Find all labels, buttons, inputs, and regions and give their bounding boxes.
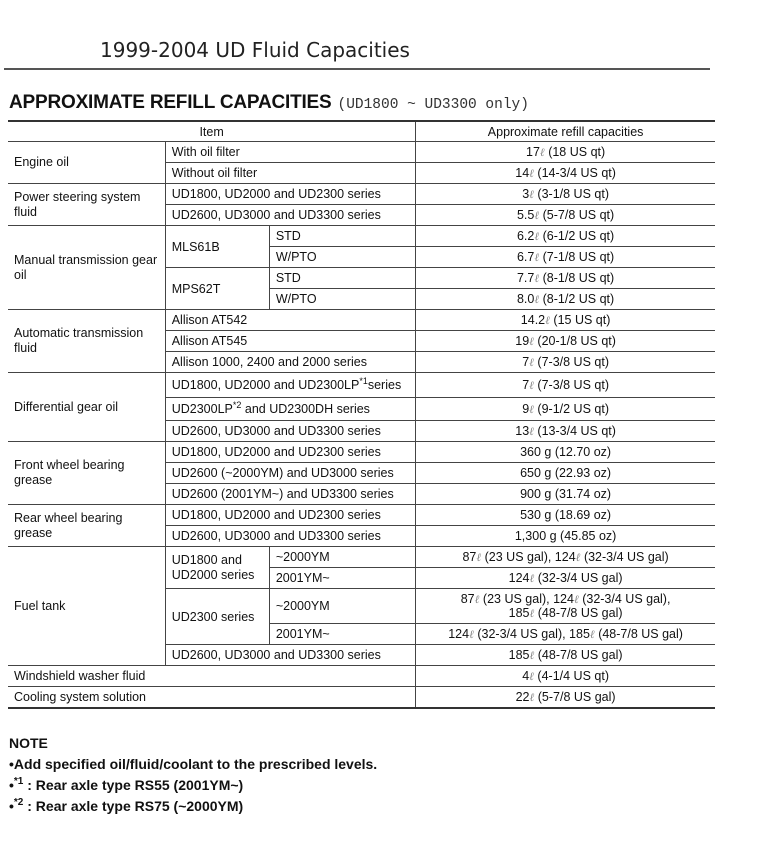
liter-icon: ℓ	[539, 145, 545, 159]
section-heading	[9, 92, 529, 114]
table-header-row	[8, 121, 715, 142]
capacity-value: 6.7ℓ (7-1/8 US qt)	[416, 247, 715, 268]
title-divider	[4, 68, 710, 70]
capacity-value: 4ℓ (4-1/4 US qt)	[416, 666, 715, 687]
capacity-value: 3ℓ (3-1/8 US qt)	[416, 184, 715, 205]
capacity-value: 124ℓ (32-3/4 US gal), 185ℓ (48-7/8 US gal)	[416, 624, 715, 645]
note-item: •$^{*2}$ : Rear axle type RS75 (~2000YM)	[9, 797, 244, 814]
row-label: UD2600, UD3000 and UD3300 series	[165, 205, 415, 226]
row-label: UD1800, UD2000 and UD2300LP$^{*1}$series	[165, 373, 415, 398]
row-label: UD2600, UD3000 and UD3300 series	[165, 645, 415, 666]
section-heading-main: APPROXIMATE REFILL CAPACITIES	[9, 92, 332, 113]
liter-icon: ℓ	[575, 550, 581, 564]
notes-section	[9, 733, 377, 817]
row-label: Allison AT545	[165, 331, 415, 352]
footnote-marker: *1	[359, 376, 368, 386]
row-label: W/PTO	[269, 289, 415, 310]
table-row	[8, 310, 715, 331]
capacity-value: 1,300 g (45.85 oz)	[416, 526, 715, 547]
group-label: Front wheel bearing grease	[8, 442, 165, 505]
liter-icon: ℓ	[534, 229, 540, 243]
table-row	[8, 373, 715, 398]
subgroup-label: MPS62T	[165, 268, 269, 310]
capacity-value: 9ℓ (9-1/2 US qt)	[416, 398, 715, 421]
liter-icon: ℓ	[534, 292, 540, 306]
capacity-value: 13ℓ (13-3/4 US qt)	[416, 421, 715, 442]
note-item: •$^{*1}$ : Rear axle type RS55 (2001YM~)	[9, 776, 244, 793]
row-label: UD2600, UD3000 and UD3300 series	[165, 421, 415, 442]
group-label: Windshield washer fluid	[8, 666, 416, 687]
liter-icon: ℓ	[529, 166, 534, 180]
table-row	[8, 184, 715, 205]
group-label: Manual transmission gear oil	[8, 226, 165, 310]
liter-icon: ℓ	[529, 571, 535, 585]
header-capacity: Approximate refill capacities	[416, 121, 715, 142]
liter-icon: ℓ	[529, 378, 534, 392]
table-row	[8, 505, 715, 526]
liter-icon: ℓ	[534, 271, 540, 285]
group-label: Fuel tank	[8, 547, 165, 666]
footnote-marker: *1	[13, 776, 24, 787]
subgroup-label: UD2300 series	[165, 589, 269, 645]
table-row	[8, 547, 715, 568]
group-label: Engine oil	[8, 142, 165, 184]
document-title: 1999-2004 UD Fluid Capacities	[100, 38, 410, 62]
refill-capacities-table	[8, 120, 715, 709]
bullet-icon: •	[9, 756, 14, 772]
row-label: STD	[269, 226, 415, 247]
liter-icon: ℓ	[534, 208, 540, 222]
table-row	[8, 142, 715, 163]
liter-icon: ℓ	[529, 187, 534, 201]
row-label: 2001YM~	[269, 624, 415, 645]
liter-icon: ℓ	[474, 592, 480, 606]
liter-icon: ℓ	[529, 424, 534, 438]
table-row	[8, 687, 715, 709]
capacity-value: 87ℓ (23 US gal), 124ℓ (32-3/4 US gal)	[416, 547, 715, 568]
capacity-value: 650 g (22.93 oz)	[416, 463, 715, 484]
capacity-value: 7.7ℓ (8-1/8 US qt)	[416, 268, 715, 289]
subgroup-label: UD1800 and UD2000 series	[165, 547, 269, 589]
capacity-value: 6.2ℓ (6-1/2 US qt)	[416, 226, 715, 247]
group-label: Automatic transmission fluid	[8, 310, 165, 373]
capacity-value: 900 g (31.74 oz)	[416, 484, 715, 505]
capacity-value: 87ℓ (23 US gal), 124ℓ (32-3/4 US gal), 185ℓ (48-7/8 US gal)	[416, 589, 715, 624]
liter-icon: ℓ	[529, 402, 534, 416]
capacity-value: 7ℓ (7-3/8 US qt)	[416, 352, 715, 373]
notes-title: NOTE	[9, 735, 48, 751]
group-label: Rear wheel bearing grease	[8, 505, 165, 547]
section-heading-sub: (UD1800 ~ UD3300 only)	[337, 97, 529, 113]
row-label: Allison AT542	[165, 310, 415, 331]
capacity-value: 17ℓ (18 US qt)	[416, 142, 715, 163]
group-label: Cooling system solution	[8, 687, 416, 709]
capacity-value: 185ℓ (48-7/8 US gal)	[416, 645, 715, 666]
row-label: ~2000YM	[269, 547, 415, 568]
row-label: W/PTO	[269, 247, 415, 268]
row-label: UD1800, UD2000 and UD2300 series	[165, 184, 415, 205]
capacity-value: 14.2ℓ (15 US qt)	[416, 310, 715, 331]
liter-icon: ℓ	[529, 690, 535, 704]
capacity-value: 22ℓ (5-7/8 US gal)	[416, 687, 715, 709]
row-label: Without oil filter	[165, 163, 415, 184]
row-label: UD2300LP$^{*2}$ and UD2300DH series	[165, 398, 415, 421]
bullet-icon: •	[9, 798, 14, 814]
capacity-value: 8.0ℓ (8-1/2 US qt)	[416, 289, 715, 310]
footnote-marker: *2	[13, 797, 24, 808]
header-item: Item	[8, 121, 416, 142]
row-label: 2001YM~	[269, 568, 415, 589]
row-label: ~2000YM	[269, 589, 415, 624]
liter-icon: ℓ	[529, 355, 534, 369]
liter-icon: ℓ	[529, 606, 535, 620]
group-label: Differential gear oil	[8, 373, 165, 442]
table-row	[8, 666, 715, 687]
row-label: UD2600 (~2000YM) and UD3000 series	[165, 463, 415, 484]
row-label: Allison 1000, 2400 and 2000 series	[165, 352, 415, 373]
capacity-value: 360 g (12.70 oz)	[416, 442, 715, 463]
liter-icon: ℓ	[529, 669, 534, 683]
capacity-value: 7ℓ (7-3/8 US qt)	[416, 373, 715, 398]
footnote-marker: *2	[232, 400, 242, 410]
liter-icon: ℓ	[573, 592, 579, 606]
capacity-value: 5.5ℓ (5-7/8 US qt)	[416, 205, 715, 226]
liter-icon: ℓ	[534, 250, 540, 264]
subgroup-label: MLS61B	[165, 226, 269, 268]
row-label: UD2600 (2001YM~) and UD3300 series	[165, 484, 415, 505]
row-label: UD1800, UD2000 and UD2300 series	[165, 505, 415, 526]
liter-icon: ℓ	[529, 648, 535, 662]
group-label: Power steering system fluid	[8, 184, 165, 226]
row-label: UD2600, UD3000 and UD3300 series	[165, 526, 415, 547]
row-label: STD	[269, 268, 415, 289]
row-label: With oil filter	[165, 142, 415, 163]
capacity-value: 14ℓ (14-3/4 US qt)	[416, 163, 715, 184]
capacity-value: 19ℓ (20-1/8 US qt)	[416, 331, 715, 352]
table-row	[8, 226, 715, 247]
capacity-value: 124ℓ (32-3/4 US gal)	[416, 568, 715, 589]
liter-icon: ℓ	[529, 334, 534, 348]
liter-icon: ℓ	[469, 627, 474, 641]
table-row	[8, 442, 715, 463]
liter-icon: ℓ	[476, 550, 482, 564]
liter-icon: ℓ	[589, 627, 595, 641]
row-label: UD1800, UD2000 and UD2300 series	[165, 442, 415, 463]
capacity-value: 530 g (18.69 oz)	[416, 505, 715, 526]
bullet-icon: •	[9, 777, 14, 793]
note-item: •Add specified oil/fluid/coolant to the prescribed levels.	[9, 756, 378, 772]
liter-icon: ℓ	[545, 313, 550, 327]
